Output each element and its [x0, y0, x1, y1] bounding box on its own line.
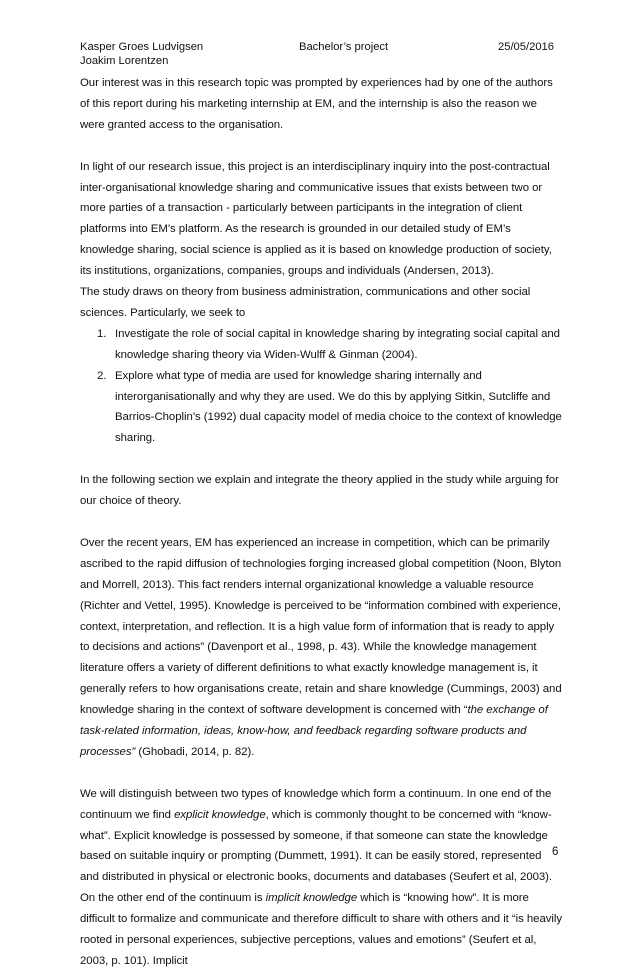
header-author-1: Kasper Groes Ludvigsen	[80, 41, 204, 53]
header-date: 25/05/2016	[498, 41, 554, 53]
paragraph-5-citation: (Ghobadi, 2014, p. 82).	[135, 745, 255, 758]
research-aims-list	[80, 324, 562, 449]
explicit-knowledge-term: explicit knowledge	[174, 808, 266, 821]
paragraph-5-text: Over the recent years, EM has experienced an increase in competition, which can be primarily ascribed to the rapid diffusion of technologies forging increased global competition (Noon, Blyton and Morrell, 2013). This fact renders internal organizational knowledge a valuable resource (Richter and Vettel, 1995). Knowledge is perceived to be “information combined with experience, context, interpretation, and reflection. It is a high value form of information that is ready to apply to decisions and actions” (Davenport et al., 1998, p. 43). While the knowledge management literature offers a variety of different definitions to what exactly knowledge management is, it generally refers to how organisations create, retain and share knowledge (Cummings, 2003) and knowledge sharing in the context of software development is concerned with “	[80, 536, 562, 717]
body-text	[80, 73, 562, 972]
paragraph-4: In the following section we explain and integrate the theory applied in the study while arguing for our choice of theory.	[80, 474, 559, 508]
paragraph-6	[80, 784, 562, 972]
paragraph-6-text-a: We will distinguish between two types of knowledge which form a continuum. In one end of the continuum we find	[80, 787, 552, 821]
list-item-text: Explore what type of media are used for knowledge sharing internally and interorganisationally and why they are used. We do this by applying Sitkin, Sutcliffe and Barrios-Choplin’s (1992) dual capacity model of media choice to the context of knowledge sharing.	[115, 369, 562, 445]
paragraph-6-text-b: , which is commonly thought to be concerned with “know-what”. Explicit knowledge is possessed by someone, if that someone can state the knowledge based on suitable inquiry or prompting (Dummett, 1991). It can be easily stored, represented and distributed in physical or electronic books, documents and databases (Seufert et al, 2003). On the other end of the continuum is	[80, 808, 553, 905]
paragraph-2: In light of our research issue, this project is an interdisciplinary inquiry into the post-contractual inter-organisational knowledge sharing and communicative issues that exists between two or more parties of a transaction - particularly between participants in the integration of client platforms into EM’s platform. As the research is grounded in our detailed study of EM’s knowledge sharing, social science is applied as it is based on knowledge production of society, its institutions, organizations, companies, groups and individuals (Andersen, 2013).	[80, 160, 552, 278]
page-number: 6	[552, 846, 559, 858]
paragraph-5	[80, 533, 562, 763]
list-item	[80, 324, 562, 366]
list-item-text: Investigate the role of social capital in knowledge sharing by integrating social capital and knowledge sharing theory via Widen-Wulff & Ginman (2004).	[115, 327, 560, 361]
header-author-2: Joakim Lorentzen	[80, 55, 169, 67]
paragraph-6-text-c: which is “knowing how”. It is more difficult to formalize and communicate and therefore difficult to share with others and it “is heavily rooted in personal experiences, subjective perceptions, values and emotions” (Seufert et al, 2003, p. 101). Implicit	[80, 892, 562, 967]
list-item	[80, 366, 562, 450]
implicit-knowledge-term: implicit knowledge	[265, 892, 358, 905]
list-item-number: 2.	[97, 369, 107, 382]
header-project-title: Bachelor’s project	[299, 41, 389, 53]
paragraph-5-quote: the exchange of task-related information, ideas, know-how, and feedback regarding software products and processes”	[80, 704, 548, 758]
paragraph-3: The study draws on theory from business administration, communications and other social sciences. Particularly, we seek to	[80, 286, 531, 319]
paragraph-1: Our interest was in this research topic was prompted by experiences had by one of the authors of this report during his marketing internship at EM, and the internship is also the reason we were granted access to the organisation.	[80, 77, 553, 131]
list-item-number: 1.	[97, 327, 107, 340]
